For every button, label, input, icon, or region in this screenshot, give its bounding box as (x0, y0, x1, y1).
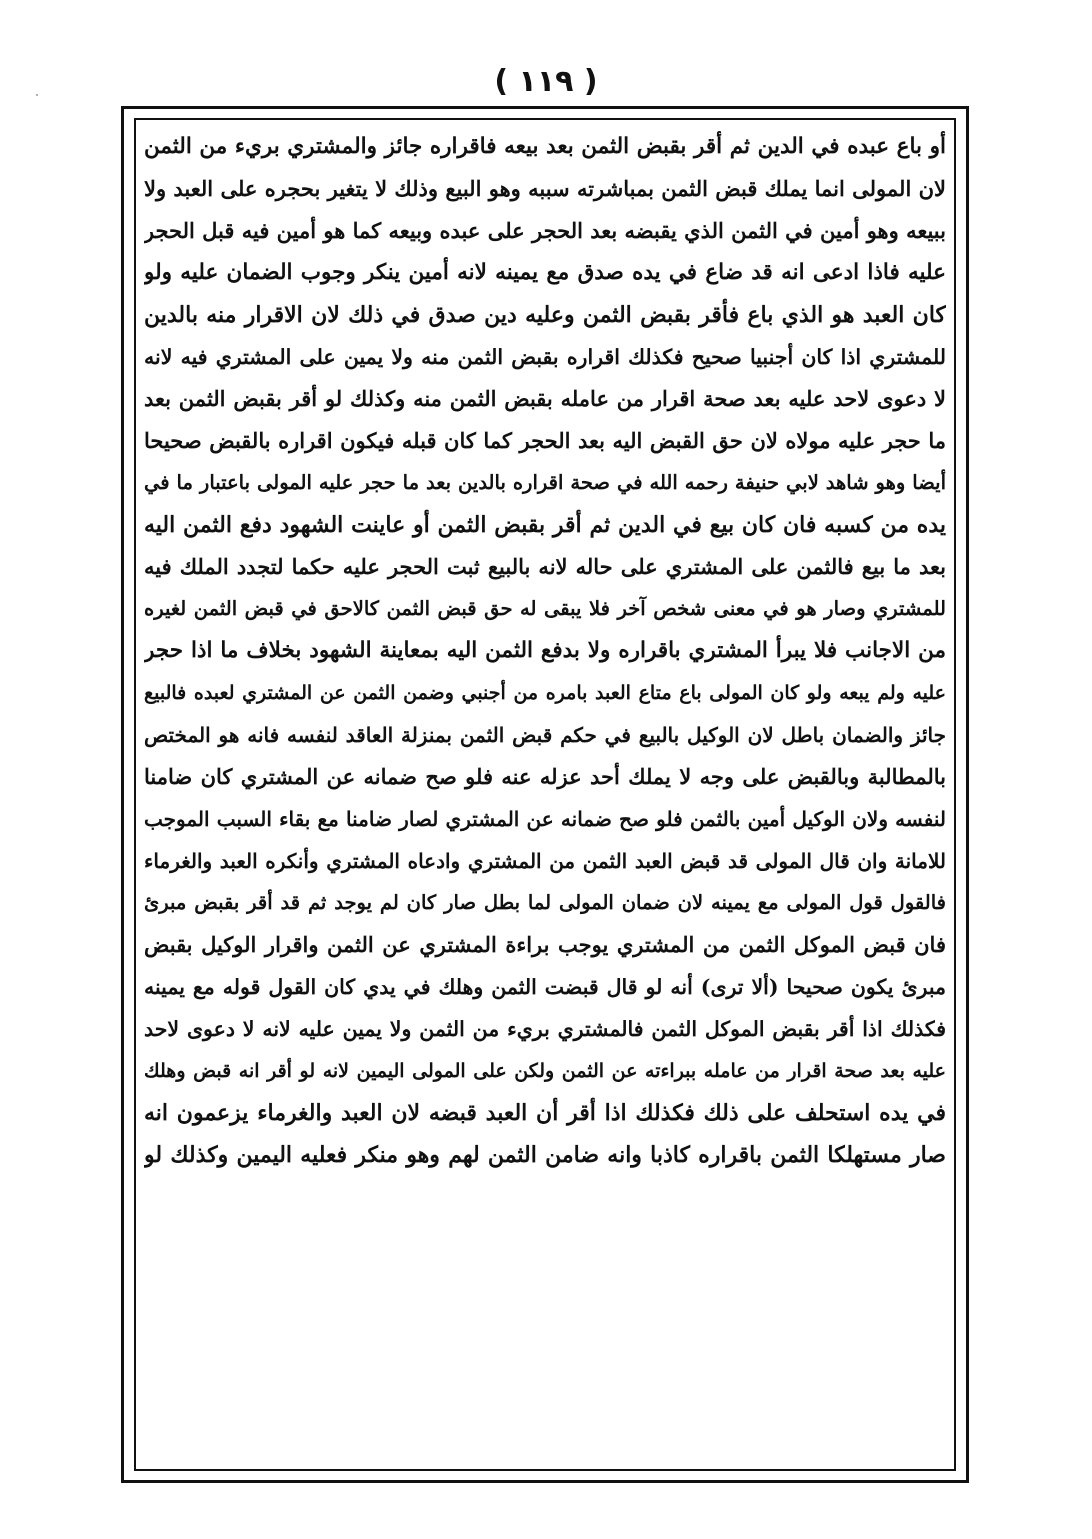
text-line: ما حجر عليه مولاه لان حق القبض اليه بعد الحجر كما كان قبله فيكون اقراره بالقبض صحيحا (144, 428, 946, 454)
text-line: للمشتري اذا كان أجنبيا صحيح فكذلك اقراره بقبض الثمن منه ولا يمين على المشتري فيه لانه (144, 345, 946, 370)
text-line: في يده استحلف على ذلك فكذلك اذا أقر أن العبد قبضه لان العبد والغرماء يزعمون انه (144, 1100, 946, 1127)
text-line: لا دعوى لاحد عليه بعد صحة اقرار من عامله بقبض الثمن منه وكذلك لو أقر بقبض الثمن بعد (144, 386, 946, 412)
text-line: كان العبد هو الذي باع فأقر بقبض الثمن وعليه دين صدق في ذلك لان الاقرار منه بالدين (144, 302, 946, 329)
text-line: جائز والضمان باطل لان الوكيل بالبيع في حكم قبض الثمن بمنزلة العاقد لنفسه فانه هو المختص (144, 723, 946, 748)
text-line: عليه ولم يبعه ولو كان المولى باع متاع العبد بامره من أجنبي وضمن الثمن عن المشتري لعبده فالبيع (144, 682, 946, 705)
text-line: عليه بعد صحة اقرار من عامله ببراءته عن الثمن ولكن على المولى اليمين لانه لو أقر انه قبض وهلك (144, 1060, 946, 1083)
text-line: بالمطالبة وبالقبض على وجه لا يملك أحد عزله عنه فلو صح ضمانه عن المشتري كان ضامنا (144, 764, 946, 790)
text-line: يده من كسبه فان كان بيع في الدين ثم أقر بقبض الثمن أو عاينت الشهود دفع الثمن اليه (144, 512, 946, 539)
text-line: ببيعه وهو أمين في الثمن الذي يقبضه بعد الحجر على عبده وبيعه كما هو أمين فيه قبل الحجر (144, 218, 946, 244)
text-line: بعد ما بيع فالثمن على المشتري على حاله لانه بالبيع ثبت الحجر عليه حكما لتجدد الملك فيه (144, 554, 946, 580)
text-body (144, 126, 946, 1471)
text-line: صار مستهلكا الثمن باقراره كاذبا وانه ضامن الثمن لهم وهو منكر فعليه اليمين وكذلك لو (144, 1142, 946, 1169)
text-line: لنفسه ولان الوكيل أمين بالثمن فلو صح ضمانه عن المشتري لصار ضامنا مع بقاء السبب الموجب (144, 807, 946, 832)
text-line: للامانة وان قال المولى قد قبض العبد الثمن من المشتري وادعاه المشتري وأنكره العبد والغرماء (144, 849, 946, 874)
page-number: ( ١١٩ ) (494, 64, 598, 99)
text-line: مبرئ يكون صحيحا (ألا ترى) أنه لو قال قبضت الثمن وهلك في يدي كان القول قوله مع يمينه (144, 975, 946, 1000)
text-line: للمشتري وصار هو في معنى شخص آخر فلا يبقى له حق قبض الثمن كالاحق في قبض الثمن لغيره (144, 597, 946, 621)
text-line: فان قبض الموكل الثمن من المشتري يوجب براءة المشتري عن الثمن واقرار الوكيل بقبض (144, 932, 946, 958)
text-line: أو باع عبده في الدين ثم أقر بقبض الثمن بعد بيعه فاقراره جائز والمشتري بريء من الثمن (144, 134, 946, 159)
text-line: عليه فاذا ادعى انه قد ضاع في يده صدق مع يمينه لانه أمين ينكر وجوب الضمان عليه ولو (144, 260, 946, 286)
text-line: فالقول قول المولى مع يمينه لان ضمان المولى لما بطل صار كان لم يوجد ثم قد أقر بقبض مبرئ (144, 891, 946, 915)
text-line: فكذلك اذا أقر بقبض الموكل الثمن فالمشتري بريء من الثمن ولا يمين عليه لانه لا دعوى لاحد (144, 1017, 946, 1042)
text-line: من الاجانب فلا يبرأ المشتري باقراره ولا بدفع الثمن اليه بمعاينة الشهود بخلاف ما اذا حجر (144, 638, 946, 664)
text-line: أيضا وهو شاهد لابي حنيفة رحمه الله في صحة اقراره بالدين بعد ما حجر عليه المولى باعتبار ما في (144, 471, 946, 495)
text-line: لان المولى انما يملك قبض الثمن بمباشرته سببه وهو البيع وذلك لا يتغير بحجره على العبد ولا (144, 176, 946, 202)
